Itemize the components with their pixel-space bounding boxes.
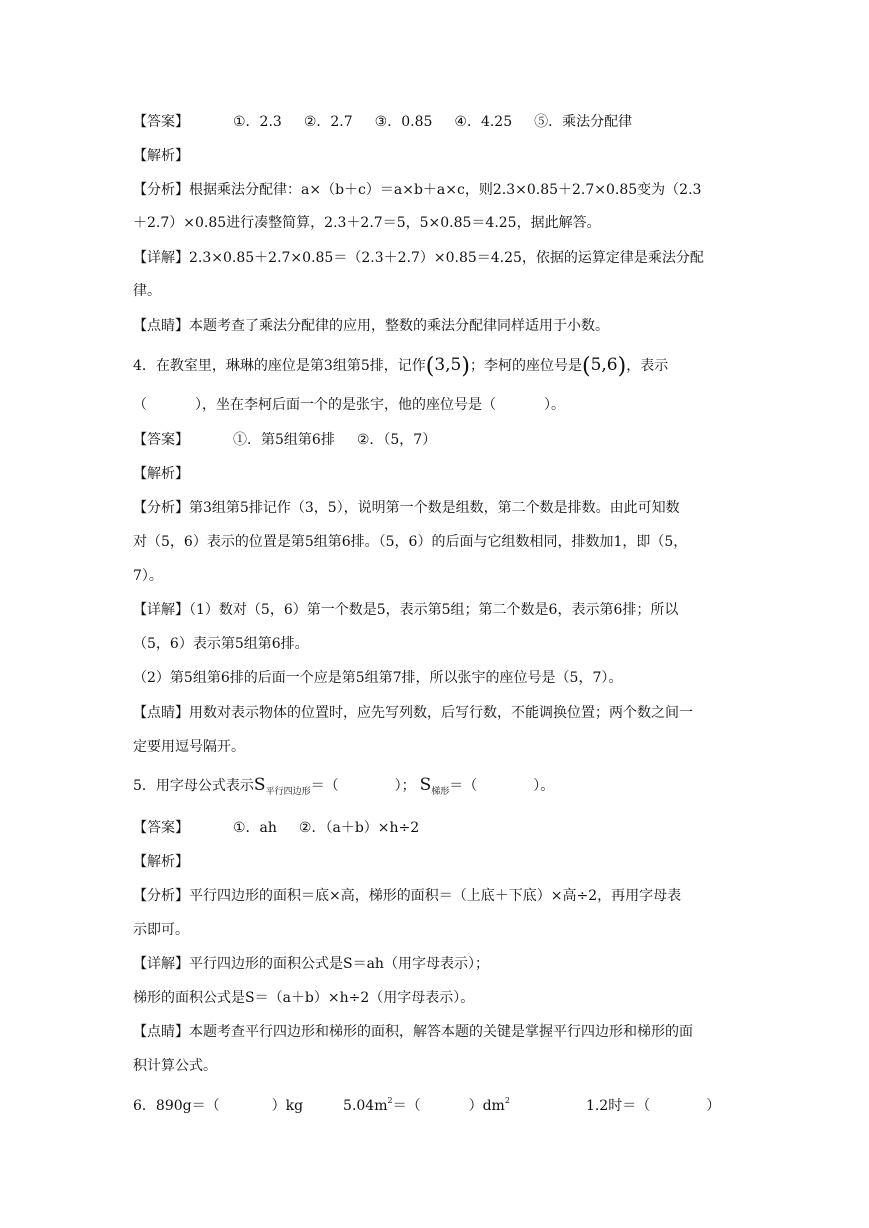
q4-jiexi-heading: 【解析】: [133, 466, 189, 482]
answer-item: ①．2.3: [233, 114, 282, 130]
paren-open: (: [581, 354, 591, 379]
q4-xiangjie-line-2: （5，6）表示第5组第6排。: [133, 636, 309, 652]
q5-stem-text: ）；: [394, 778, 416, 794]
q5-dianjing-line-1: 【点睛】本题考查平行四边形和梯形的面积，解答本题的关键是掌握平行四边形和梯形的面: [133, 1024, 693, 1040]
q5-fenxi-line-1: 【分析】平行四边形的面积＝底×高，梯形的面积＝（上底＋下底）×高÷2，再用字母表: [133, 888, 682, 904]
q5-xiangjie-line-1: 【详解】平行四边形的面积公式是S＝ah（用字母表示）；: [133, 956, 489, 972]
answer-item: ②．（a＋b）×h÷2: [298, 820, 420, 836]
q5-jiexi-heading: 【解析】: [133, 854, 189, 870]
q4-stem-text: （: [133, 397, 147, 413]
q5-dianjing-line-2: 积计算公式。: [133, 1058, 217, 1074]
paren-open: (: [425, 354, 435, 379]
q4-answer-line: [133, 430, 753, 450]
q5-stem-text: ＝（: [449, 778, 478, 794]
subscript: 平行四边形: [265, 787, 311, 797]
coordinate-pair: 5,6: [590, 355, 618, 375]
area-symbol: S: [253, 775, 266, 795]
q3-xiangjie-line-1: 【详解】2.3×0.85＋2.7×0.85＝（2.3＋2.7）×0.85＝4.25，依据的运算定律是乘法分配: [133, 250, 704, 266]
q5-answer-line: [133, 818, 753, 838]
area-symbol: S: [419, 775, 432, 795]
q3-fenxi-line-2: ＋2.7）×0.85进行凑整简算，2.3＋2.7＝5，5×0.85＝4.25，据此解答。: [133, 215, 601, 231]
q4-stem-line-1: [133, 355, 753, 377]
q6-stem-text: 1.2时＝（: [585, 1098, 651, 1114]
q4-dianjing-line-1: 【点睛】用数对表示物体的位置时，应先写列数，后写行数，不能调换位置；两个数之间一: [133, 705, 693, 721]
q6-stem-text: ）kg: [271, 1098, 304, 1114]
q4-stem-text: ，表示: [626, 358, 669, 374]
q4-xiangjie-line-3: （2）第5组第6排的后面一个应是第5组第7排，所以张宇的座位号是（5，7）。: [133, 670, 623, 686]
q5-xiangjie-line-2: 梯形的面积公式是S＝（a＋b）×h÷2（用字母表示）。: [133, 990, 475, 1006]
answer-item: ②．2.7: [303, 114, 353, 130]
superscript: 2: [504, 1096, 510, 1105]
answer-item: ④．4.25: [454, 114, 513, 130]
q4-fenxi-line-2: 对（5，6）表示的位置是第5组第6排。（5，6）的后面与它组数相同，排数加1，即（5，: [133, 534, 688, 550]
q4-stem-text: ），坐在李柯后面一个的是张宇，他的座位号是（: [195, 397, 496, 413]
paren-close: ): [617, 354, 627, 379]
answer-tag: 【答案】: [133, 432, 189, 448]
answer-item: ⑤．乘法分配律: [534, 114, 633, 130]
q6-stem-text: ）: [706, 1098, 721, 1114]
answer-item: ①．ah: [233, 820, 277, 836]
q5-stem-text: ＝（: [310, 778, 339, 794]
answer-item: ②．（5，7）: [356, 432, 437, 448]
paren-close: ): [461, 354, 470, 379]
q5-fenxi-line-2: 示即可。: [133, 922, 189, 938]
q6-stem-line: [133, 1091, 753, 1116]
q3-jiexi-heading: 【解析】: [133, 148, 189, 164]
q6-stem-text: ＝（: [392, 1098, 421, 1114]
q6-stem-text: 6．890g＝（: [133, 1098, 220, 1114]
q6-stem-text: 5.04m: [343, 1098, 388, 1114]
subscript: 梯形: [431, 787, 450, 797]
q4-dianjing-line-2: 定要用逗号隔开。: [133, 739, 245, 755]
q3-xiangjie-line-2: 律。: [133, 283, 161, 299]
q4-fenxi-line-3: 7）。: [133, 568, 163, 584]
q5-stem-text: ）。: [533, 778, 555, 794]
q4-stem-text: ）。: [544, 397, 565, 413]
answer-tag: 【答案】: [133, 820, 189, 836]
q6-stem-text: ）dm: [468, 1098, 505, 1114]
q4-stem-line-2: [133, 395, 753, 415]
q3-fenxi-line-1: 【分析】根据乘法分配律：a×（b＋c）＝a×b＋a×c，则2.3×0.85＋2.7×0.85变为（2.3: [133, 182, 702, 198]
q5-stem-line: [133, 775, 753, 802]
q4-stem-text: 4．在教室里，琳琳的座位是第3组第5排，记作: [133, 358, 426, 374]
q4-fenxi-line-1: 【分析】第3组第5排记作（3，5），说明第一个数是组数，第二个数是排数。由此可知数: [133, 500, 680, 516]
q4-stem-text: ；李柯的座位号是: [469, 358, 582, 374]
answer-item: ③．0.85: [374, 114, 433, 130]
answer-tag: 【答案】: [133, 114, 189, 130]
q3-answer-line: [133, 112, 753, 132]
q5-stem-text: 5．用字母公式表示: [133, 778, 254, 794]
answer-item: ①．第5组第6排: [233, 432, 335, 448]
coordinate-pair: 3,5: [434, 355, 462, 375]
q4-xiangjie-line-1: 【详解】（1）数对（5，6）第一个数是5，表示第5组；第二个数是6，表示第6排；所以: [133, 602, 679, 618]
q3-dianjing-line: 【点睛】本题考查了乘法分配律的应用，整数的乘法分配律同样适用于小数。: [133, 318, 609, 334]
superscript: 2: [387, 1096, 393, 1105]
